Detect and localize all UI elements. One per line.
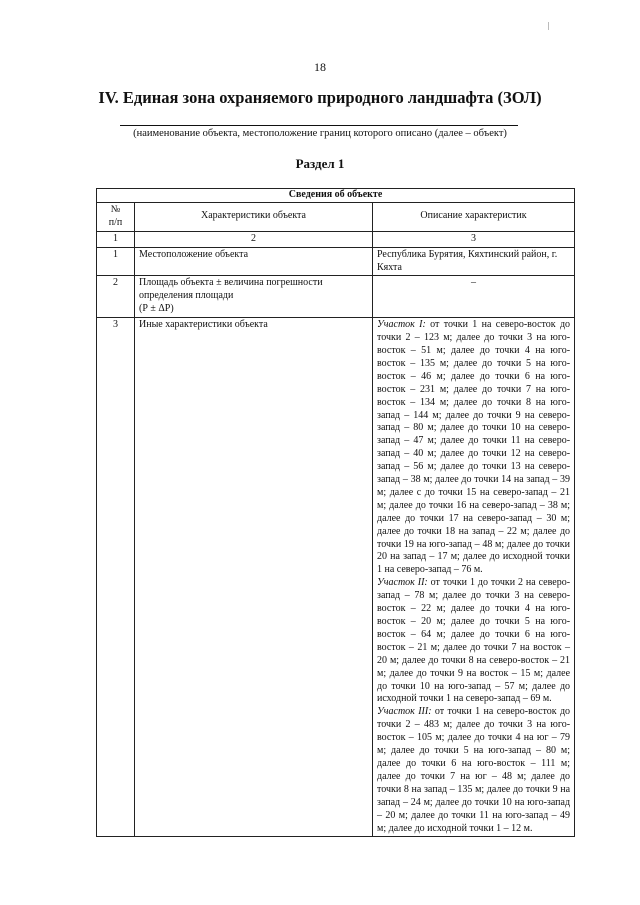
- column-number: 2: [135, 231, 373, 247]
- segment-1: [377, 319, 570, 577]
- row-characteristic: Иные характеристики объекта: [135, 318, 373, 837]
- column-number: 3: [373, 231, 575, 247]
- table-row: [97, 318, 575, 837]
- row-number: 3: [97, 318, 135, 837]
- row-description: [373, 318, 575, 837]
- section-title: Раздел 1: [295, 156, 345, 171]
- margin-mark: [548, 22, 549, 30]
- segment-label: Участок III:: [377, 706, 432, 718]
- title-underline: [120, 125, 518, 126]
- column-number: 1: [97, 231, 135, 247]
- segment-label: Участок I:: [377, 319, 426, 331]
- page-number: 18: [314, 60, 326, 74]
- table-caption: Сведения об объекте: [97, 189, 575, 203]
- row-number: 2: [97, 276, 135, 318]
- table-caption-row: [97, 189, 575, 203]
- row-characteristic: Местоположение объекта: [135, 247, 373, 276]
- header-description: Описание характеристик: [373, 202, 575, 231]
- segment-text: от точки 1 на северо-восток до точки 2 – 123 м; далее до точки 3 на юго-восток – 51 м; далее до точки 4 на юго-восток – 135 м; далее до точки 5 на юго-восток – 46 м; далее до точки 6 на юго-восток – 231 м; далее до точки 7 на юго-восток – 134 м; далее до точки 8 на юго-запад – 144 м; далее до точки 9 на северо-запад – 80 м; далее до точки 10 на северо-запад – 47 м; далее до точки 11 на северо-запад – 40 м; далее до точки 12 на северо-запад – 56 м; далее до точки 13 на северо-запад – 38 м; далее до точки 14 на запад – 39 м; далее с до точки 15 на северо-запад – 21 м; далее до точки 16 на северо-запад – 38 м; далее до точки 17 на северо-запад – 30 м; далее до точки 18 на запад – 22 м; далее до точки 19 на юго-запад – 48 м; далее до точки 20 на запад – 17 м; далее до исходной точки 1 на северо-запад – 76 м.: [377, 319, 571, 576]
- header-characteristic: Характеристики объекта: [135, 202, 373, 231]
- segment-3: [377, 706, 570, 835]
- segment-text: от точки 1 до точки 2 на северо-запад – 78 м; далее до точки 3 на северо-восток – 22 м; далее до точки 4 на юго-восток – 20 м; далее до точки 5 на юго-восток – 64 м; далее до точки 6 на юго-восток – 21 м; далее до точки 7 на восток – 20 м; далее до точки 8 на северо-восток – 21 м; далее до точки 9 на восток – 15 м; далее до точки 10 на юго-запад – 57 м; далее до исходной точки 1 на северо-запад – 69 м.: [377, 577, 571, 705]
- table-row: [97, 247, 575, 276]
- row-description: Республика Бурятия, Кяхтинский район, г. Кяхта: [373, 247, 575, 276]
- row-description: –: [373, 276, 575, 318]
- table-row: [97, 276, 575, 318]
- table-header-row: [97, 202, 575, 231]
- segment-text: от точки 1 на северо-восток до точки 2 – 483 м; далее до точки 3 на юго-восток – 105 м; далее до точки 4 на юг – 79 м; далее до точки 5 на юго-запад – 80 м; далее до точки 6 на юго-восток – 111 м; далее до точки 7 на юг – 48 м; далее до точки 8 на запад – 135 м; далее до точки 9 на запад – 24 м; далее до точки 10 на юго-запад – 20 м; далее до точки 11 на юго-запад – 49 м; далее до исходной точки 1 – 12 м.: [377, 706, 571, 834]
- page-title: IV. Единая зона охраняемого природного ландшафта (ЗОЛ): [98, 88, 542, 107]
- object-info-table: [96, 188, 575, 837]
- segment-label: Участок II:: [377, 577, 428, 589]
- header-num: № п/п: [97, 202, 135, 231]
- row-characteristic: Площадь объекта ± величина погрешности определения площади (Р ± ΔР): [135, 276, 373, 318]
- object-name-caption: (наименование объекта, местоположение границ которого описано (далее – объект): [133, 128, 507, 139]
- segment-2: [377, 577, 570, 706]
- row-number: 1: [97, 247, 135, 276]
- column-number-row: [97, 231, 575, 247]
